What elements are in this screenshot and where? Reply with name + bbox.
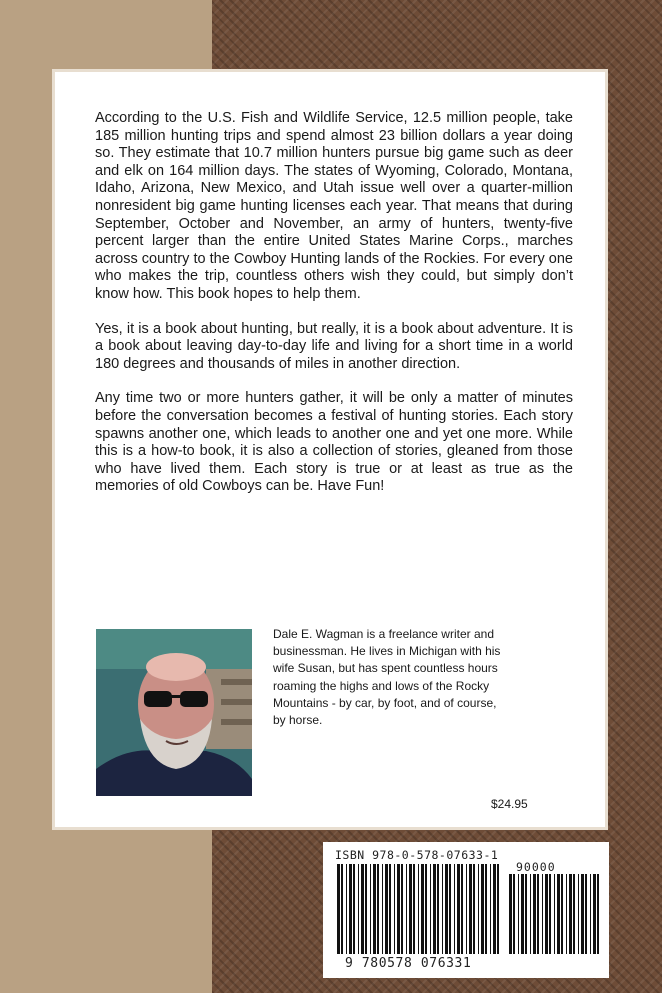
book-description: [95, 110, 573, 513]
price-label: $24.95: [491, 797, 528, 811]
back-cover-panel: [52, 69, 608, 830]
barcode-price-code: 90000: [516, 860, 556, 874]
author-photo: [96, 629, 252, 796]
barcode-digits: 9 780578 076331: [345, 956, 472, 971]
description-paragraph-1: According to the U.S. Fish and Wildlife Service, 12.5 million people, take 185 million hunting trips and spend almost 23 billion dollars a year doing so. They estimate that 10.7 million hunters pursue big game such as deer and elk on 164 million days. The states of Wyoming, Colorado, Montana, Idaho, Arizona, New Mexico, and Utah issue well over a quarter-million nonresident big game hunting licenses each year. That means that during September, October and November, an army of hunters, twenty-five percent larger than the entire United States Marine Corps., marches across country to the Cowboy Hunting lands of the Rockies. For every one who makes the trip, countless others wish they could, but simply don’t know how. This book hopes to help them.: [95, 110, 573, 302]
description-paragraph-3: Any time two or more hunters gather, it will be only a matter of minutes before the conversation becomes a festival of hunting stories. Each story spawns another one, which leads to another one and yet one more. While this is a how-to book, it is also a collection of stories, gleaned from those who have lived them. Each story is true or at least as true as the memories of old Cowboys can be. Have Fun!: [95, 390, 573, 495]
isbn-barcode: [323, 842, 609, 978]
author-bio: Dale E. Wagman is a freelance writer and businessman. He lives in Michigan with his wife Susan, but has spent countless hours roaming the highs and lows of the Rocky Mountains - by car, by foot, and of course, by horse.: [273, 627, 501, 728]
isbn-number: ISBN 978-0-578-07633-1: [335, 848, 499, 862]
description-paragraph-2: Yes, it is a book about hunting, but really, it is a book about adventure. It is a book about leaving day-to-day life and living for a short time in a world 180 degrees and thousands of miles in another direction.: [95, 320, 573, 372]
